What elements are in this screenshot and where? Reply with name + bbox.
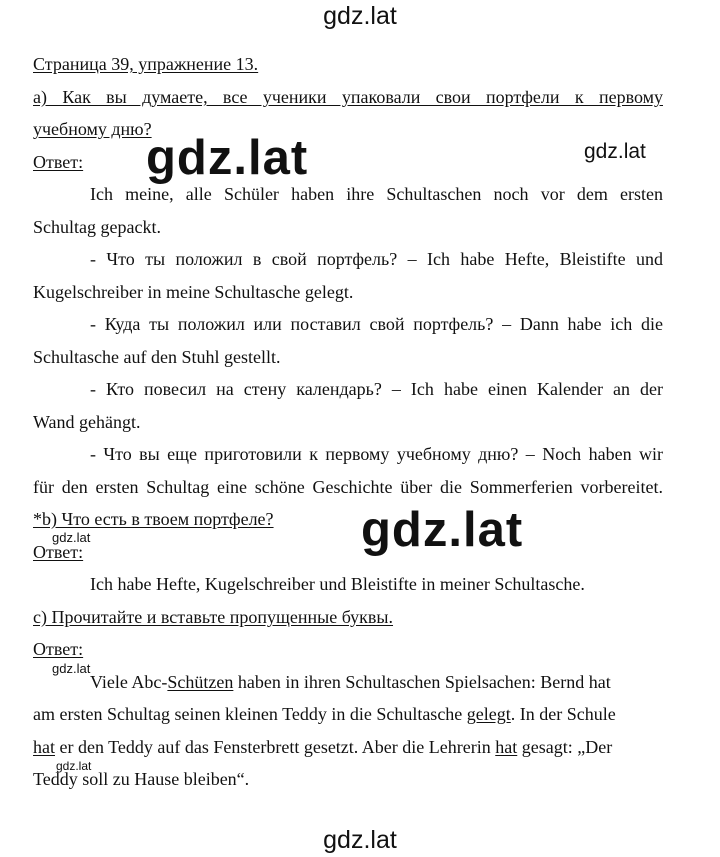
answer-b-line-1: Ich habe Hefte, Kugelschreiber und Bleistifte in meiner Schultasche. [90,574,585,594]
answer-a-line-8: Wand gehängt. [33,412,141,432]
answer-c-word-2: gelegt [466,704,511,724]
answer-c-line-3-mid: er den Teddy auf das Fensterbrett gesetzt. Aber die Lehrerin [55,737,496,757]
answer-c-line-1 [90,671,663,693]
answer-label-c: Ответ: [33,639,84,659]
task-a-line-2: учебному дню? [33,119,152,139]
answer-c-line-1-end: haben in ihren Schultaschen Spielsachen: Bernd hat [233,672,611,692]
answer-c-word-4: hat [495,737,518,757]
watermark-bottom: gdz.lat [323,826,397,854]
watermark-small-3: gdz.lat [56,759,92,773]
answer-c-line-4: Teddy soll zu Hause bleiben“. [33,769,250,789]
answer-label-a: Ответ: [33,152,84,172]
answer-c-line-3-end: gesagt: „Der [517,737,613,757]
answer-a-line-6: Schultasche auf den Stuhl gestellt. [33,347,281,367]
watermark-large-2: gdz.lat [361,503,524,557]
answer-c-line-1-start: Viele Abc- [90,672,168,692]
answer-a-line-9: - Что вы еще приготовили к первому учебному дню? – Noch haben wir [90,444,663,464]
watermark-small-2: gdz.lat [52,661,91,676]
answer-c-line-2-end: . In der Schule [510,704,616,724]
watermark-large-1: gdz.lat [146,131,309,185]
watermark-top: gdz.lat [323,2,397,30]
answer-a-line-4: Kugelschreiber in meine Schultasche gelegt. [33,282,354,302]
task-b: *b) Что есть в твоем портфеле? [33,509,274,529]
task-c: c) Прочитайте и вставьте пропущенные буквы. [33,607,394,627]
answer-a-line-10: für den ersten Schultag eine schöne Geschichte über die Sommerferien vorbereitet. [33,477,663,497]
watermark-small-1: gdz.lat [52,530,91,545]
watermark-right: gdz.lat [584,140,646,163]
answer-a-line-1: Ich meine, alle Schüler haben ihre Schultaschen noch vor dem ersten [90,184,663,204]
answer-a-line-5: - Куда ты положил или поставил свой портфель? – Dann habe ich die [90,314,663,334]
answer-a-line-3: - Что ты положил в свой портфель? – Ich habe Hefte, Bleistifte und [90,249,663,269]
answer-label-b: Ответ: [33,542,84,562]
answer-c-line-2-start: am ersten Schultag seinen kleinen Teddy in die Schultasche [33,704,467,724]
task-a-line-1: а) Как вы думаете, все ученики упаковали свои портфели к первому [33,87,663,107]
answer-a-line-7: - Кто повесил на стену календарь? – Ich habe einen Kalender an der [90,379,663,399]
answer-c-line-3 [33,736,663,758]
page-heading: Страница 39, упражнение 13. [33,54,259,74]
answer-a-line-2: Schultag gepackt. [33,217,161,237]
answer-c-word-1: Schützen [167,672,234,692]
answer-c-line-2 [33,703,663,725]
answer-c-word-3: hat [33,737,55,757]
